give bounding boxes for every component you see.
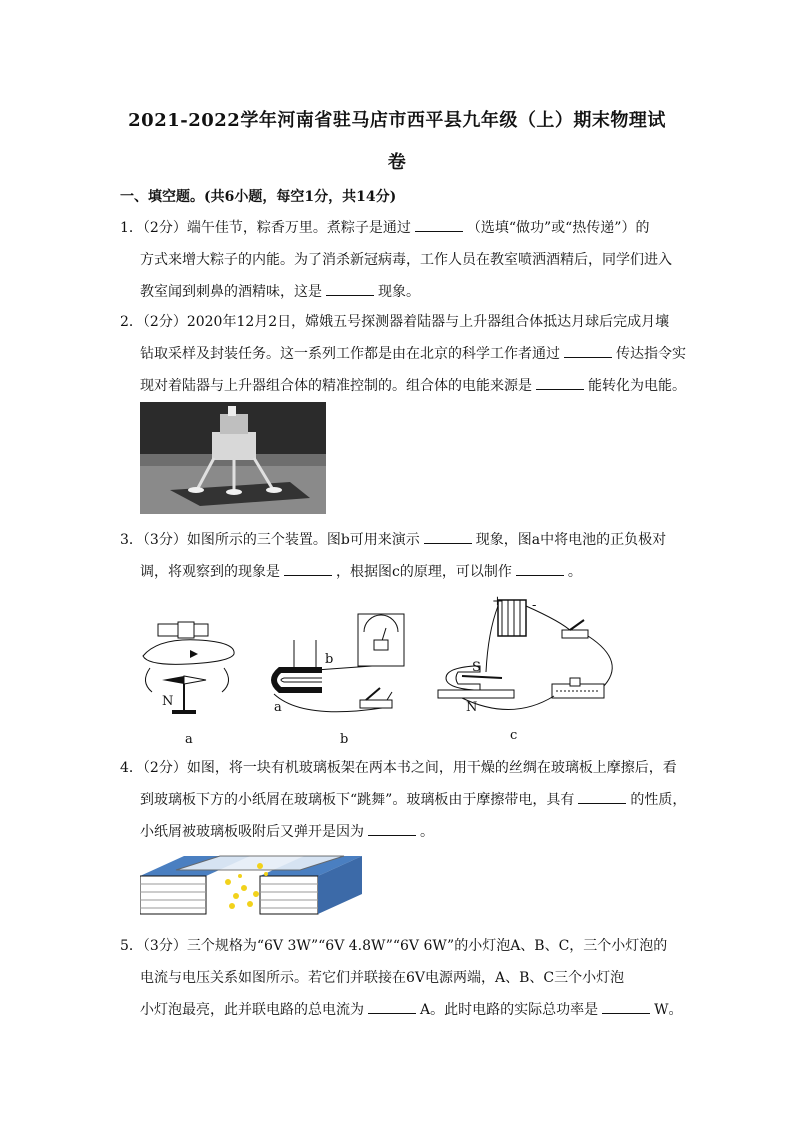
q4-text: 4．（2分）如图，将一块有机玻璃板架在两本书之间，用干燥的丝绸在玻璃板上摩擦后，看 <box>120 760 677 776</box>
q5-text: 小灯泡最亮，此并联电路的总电流为 <box>140 1002 364 1018</box>
question-5 <box>120 930 683 1026</box>
q4-text: 小纸屑被玻璃板吸附后又弹开是因为 <box>140 824 364 840</box>
q3-text: 3．（3分）如图所示的三个装置。图b可用来演示 <box>120 532 420 548</box>
figure-label: N <box>466 700 478 715</box>
q5-text: A。此时电路的实际总功率是 <box>420 1002 599 1018</box>
q5-text: W。 <box>654 1002 683 1018</box>
figure-label: N <box>162 694 174 709</box>
figure-b-induction <box>262 610 412 728</box>
books-glass-plate-figure <box>140 854 364 926</box>
q2-text: 钻取采样及封装任务。这一系列工作都是由在北京的科学工作者通过 <box>140 346 560 362</box>
document-title: 2021-2022学年河南省驻马店市西平县九年级（上）期末物理试 <box>128 110 666 131</box>
q2-text: 2．（2分）2020年12月2日，嫦娥五号探测器着陆器与上升器组合体抵达月球后完成月壤 <box>120 314 670 330</box>
answer-blank[interactable] <box>284 561 332 576</box>
q4-text: 。 <box>420 824 434 840</box>
q3-text: 现象，图a中将电池的正负极对 <box>475 532 667 548</box>
question-4 <box>120 752 687 848</box>
document-title-continued: 卷 <box>387 152 407 173</box>
lunar-lander-photo <box>140 402 326 514</box>
answer-blank[interactable] <box>368 821 416 836</box>
q2-text: 传达指令实 <box>616 346 686 362</box>
question-2 <box>120 306 686 402</box>
q1-text: 方式来增大粽子的内能。为了消杀新冠病毒，工作人员在教室喷洒酒精后，同学们进入 <box>140 252 672 268</box>
figure-label: + <box>492 594 503 609</box>
answer-blank[interactable] <box>415 217 463 232</box>
figure-caption-b: b <box>340 732 349 747</box>
answer-blank[interactable] <box>326 281 374 296</box>
q5-text: 电流与电压关系如图所示。若它们并联接在6V电源两端，A、B、C三个小灯泡 <box>140 970 625 986</box>
answer-blank[interactable] <box>368 999 416 1014</box>
q1-text: 现象。 <box>378 284 420 300</box>
answer-blank[interactable] <box>564 343 612 358</box>
figure-a-oersted <box>138 618 242 728</box>
figure-label: S <box>472 660 481 675</box>
q1-text: （选填“做功”或“热传递”）的 <box>466 220 650 236</box>
answer-blank[interactable] <box>602 999 650 1014</box>
figure-label: a <box>274 700 282 715</box>
q1-text: 1．（2分）端午佳节，粽香万里。煮粽子是通过 <box>120 220 411 236</box>
q5-text: 5．（3分）三个规格为“6V 3W”“6V 4.8W”“6V 6W”的小灯泡A、B、C，三个小灯泡的 <box>120 938 668 954</box>
answer-blank[interactable] <box>536 375 584 390</box>
q1-text: 教室闻到刺鼻的酒精味，这是 <box>140 284 322 300</box>
q2-text: 能转化为电能。 <box>588 378 686 394</box>
q4-text: 到玻璃板下方的小纸屑在玻璃板下“跳舞”。玻璃板由于摩擦带电，具有 <box>140 792 575 808</box>
q3-text: 。 <box>567 564 582 580</box>
section-heading: 一、填空题。(共6小题，每空1分，共14分) <box>120 189 397 205</box>
question-1 <box>120 212 680 308</box>
figure-label: - <box>532 598 537 613</box>
answer-blank[interactable] <box>424 529 472 544</box>
figure-label: b <box>325 652 334 667</box>
q4-text: 的性质， <box>630 792 687 808</box>
q2-text: 现对着陆器与上升器组合体的精准控制的。组合体的电能来源是 <box>140 378 532 394</box>
figure-caption-a: a <box>185 732 193 747</box>
question-3 <box>120 524 680 588</box>
q3-text: ，根据图c的原理，可以制作 <box>336 564 512 580</box>
q3-text: 调，将观察到的现象是 <box>140 564 280 580</box>
answer-blank[interactable] <box>578 789 626 804</box>
figure-caption-c: c <box>510 728 518 743</box>
answer-blank[interactable] <box>516 561 564 576</box>
